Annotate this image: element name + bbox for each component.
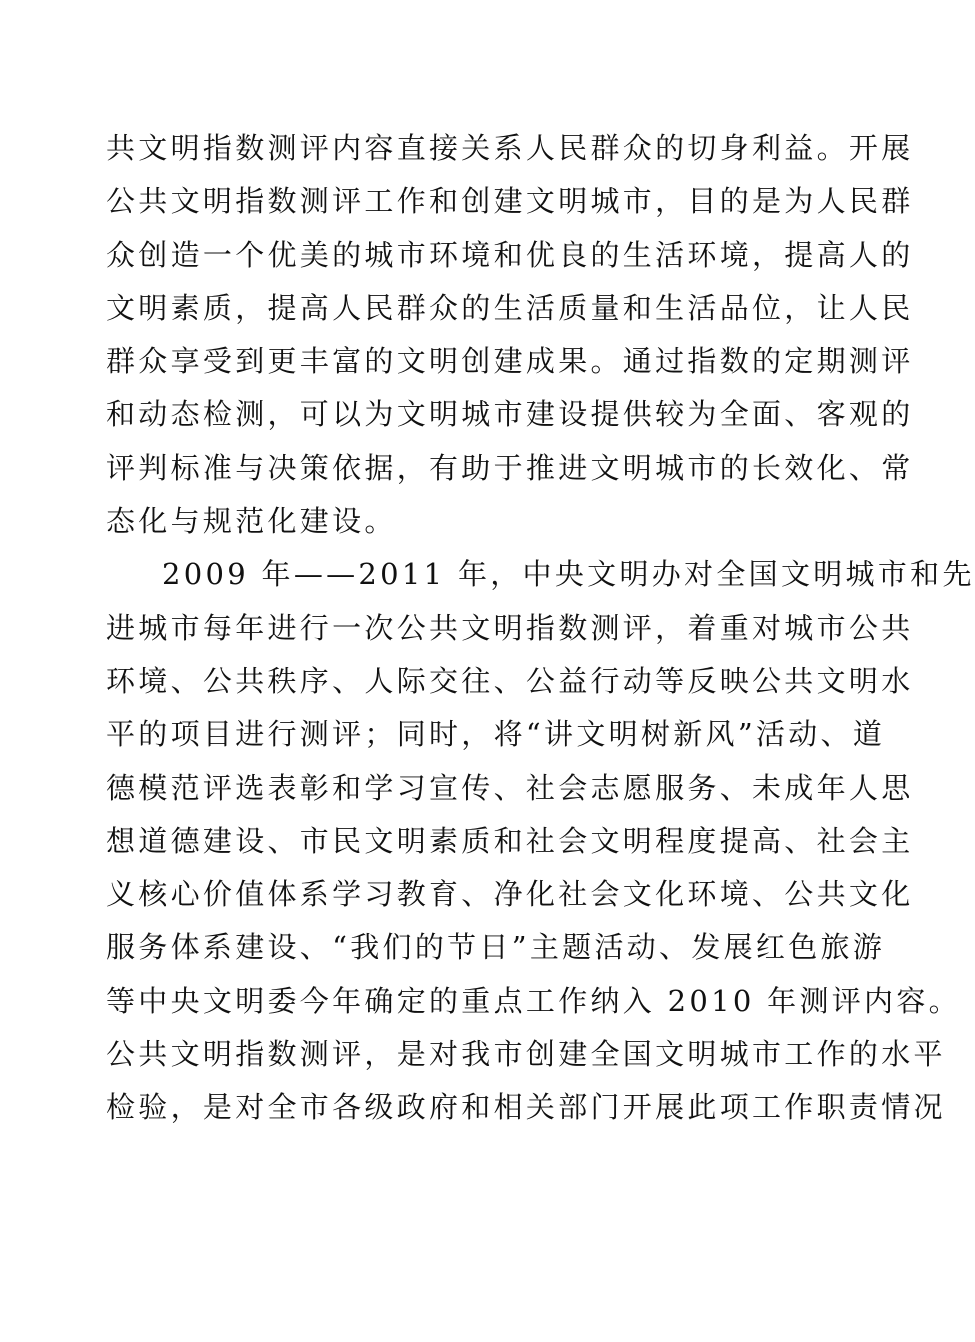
body-text <box>106 122 975 1135</box>
text-line: 文明素质，提高人民群众的生活质量和生活品位，让人民 <box>106 290 914 325</box>
text-line: 众创造一个优美的城市环境和优良的生活环境，提高人的 <box>106 237 914 272</box>
text-line: 公共文明指数测评工作和创建文明城市，目的是为人民群 <box>106 184 914 219</box>
text-line: 环境、公共秩序、人际交往、公益行动等反映公共文明水 <box>106 663 914 698</box>
text-line: 2009 年——2011 年，中央文明办对全国文明城市和先 <box>162 557 975 592</box>
text-line: 义核心价值体系学习教育、净化社会文化环境、公共文化 <box>106 877 914 912</box>
text-line: 进城市每年进行一次公共文明指数测评，着重对城市公共 <box>106 610 914 645</box>
text-line: 想道德建设、市民文明素质和社会文明程度提高、社会主 <box>106 823 914 858</box>
text-line: 共文明指数测评内容直接关系人民群众的切身利益。开展 <box>106 131 914 165</box>
text-line: 评判标准与决策依据，有助于推进文明城市的长效化、常 <box>106 450 914 485</box>
text-line: 群众享受到更丰富的文明创建成果。通过指数的定期测评 <box>106 344 914 379</box>
text-line: 服务体系建设、“我们的节日”主题活动、发展红色旅游 <box>106 930 886 965</box>
text-line: 和动态检测，可以为文明城市建设提供较为全面、客观的 <box>106 397 914 432</box>
text-line: 态化与规范化建设。 <box>106 504 397 539</box>
text-line: 检验，是对全市各级政府和相关部门开展此项工作职责情况 <box>106 1090 946 1125</box>
text-line: 公共文明指数测评，是对我市创建全国文明城市工作的水平 <box>106 1037 946 1072</box>
text-line: 平的项目进行测评；同时，将“讲文明树新风”活动、道 <box>106 717 886 752</box>
text-line: 等中央文明委今年确定的重点工作纳入 2010 年测评内容。 <box>106 983 961 1018</box>
text-line: 德模范评选表彰和学习宣传、社会志愿服务、未成年人思 <box>106 770 914 805</box>
